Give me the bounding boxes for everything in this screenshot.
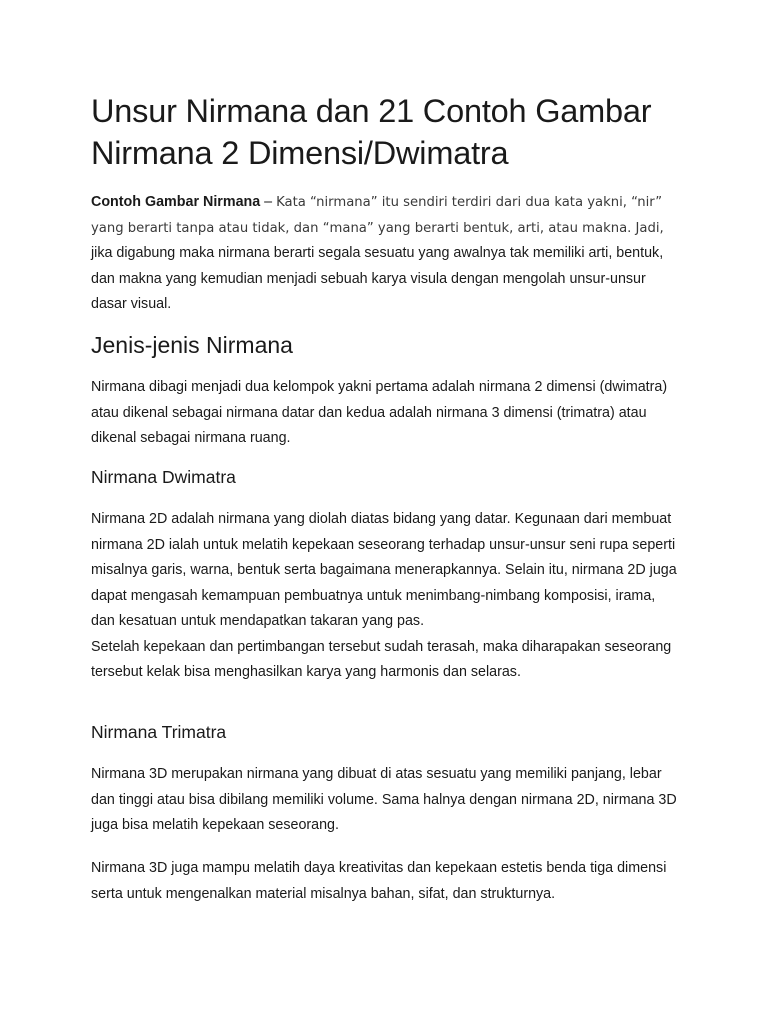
intro-paragraph (91, 190, 681, 318)
dwimatra-body (91, 507, 681, 686)
paragraph-jenis-nirmana: Nirmana dibagi menjadi dua kelompok yakni pertama adalah nirmana 2 dimensi (dwimatra) atau dikenal sebagai nirmana datar dan kedua adalah nirmana 3 dimensi (trimatra) atau dikenal sebagai nirmana ruang. (91, 379, 668, 446)
heading-nirmana-trimatra: Nirmana Trimatra (91, 722, 227, 742)
heading-nirmana-dwimatra: Nirmana Dwimatra (91, 467, 236, 487)
paragraph-trimatra-1: Nirmana 3D merupakan nirmana yang dibuat di atas sesuatu yang memiliki panjang, lebar dan tinggi atau bisa dibilang memiliki volume. Sama halnya dengan nirmana 2D, nirmana 3D juga bisa melatih kepekaan seseorang. (91, 766, 677, 833)
paragraph-dwimatra-1: Nirmana 2D adalah nirmana yang diolah diatas bidang yang datar. Kegunaan dari membuat nirmana 2D ialah untuk melatih kepekaan seseorang terhadap unsur-unsur seni rupa seperti misalnya garis, warna, bentuk serta bagaimana menerapkannya. Selain itu, nirmana 2D juga dapat mengasah kemampuan pembuatnya untuk menimbang-nimbang komposisi, irama, dan kesatuan untuk mendapatkan takaran yang pas. (91, 511, 677, 629)
paragraph-trimatra-2: Nirmana 3D juga mampu melatih daya kreativitas dan kepekaan estetis benda tiga dimensi serta untuk mengenalkan material misalnya bahan, sifat, dan strukturnya. (91, 860, 667, 902)
intro-dash: – (260, 194, 277, 210)
page-title: Unsur Nirmana dan 21 Contoh Gambar Nirmana 2 Dimensi/Dwimatra (91, 93, 652, 171)
heading-jenis-nirmana: Jenis-jenis Nirmana (91, 332, 293, 358)
intro-light-text: Kata “nirmana” itu sendiri terdiri dari dua kata yakni, “nir” yang berarti tanpa atau tidak, dan “mana” yang berarti bentuk, arti, atau makna. Jadi, (91, 195, 664, 236)
intro-rest-text: jika digabung maka nirmana berarti segala sesuatu yang awalnya tak memiliki arti, bentuk, dan makna yang kemudian menjadi sebuah karya visula dengan mengolah unsur-unsur dasar visual. (91, 245, 664, 312)
intro-lead: Contoh Gambar Nirmana (91, 194, 261, 210)
paragraph-dwimatra-2: Setelah kepekaan dan pertimbangan tersebut sudah terasah, maka diharapakan seseorang tersebut kelak bisa menghasilkan karya yang harmonis dan selaras. (91, 638, 672, 680)
